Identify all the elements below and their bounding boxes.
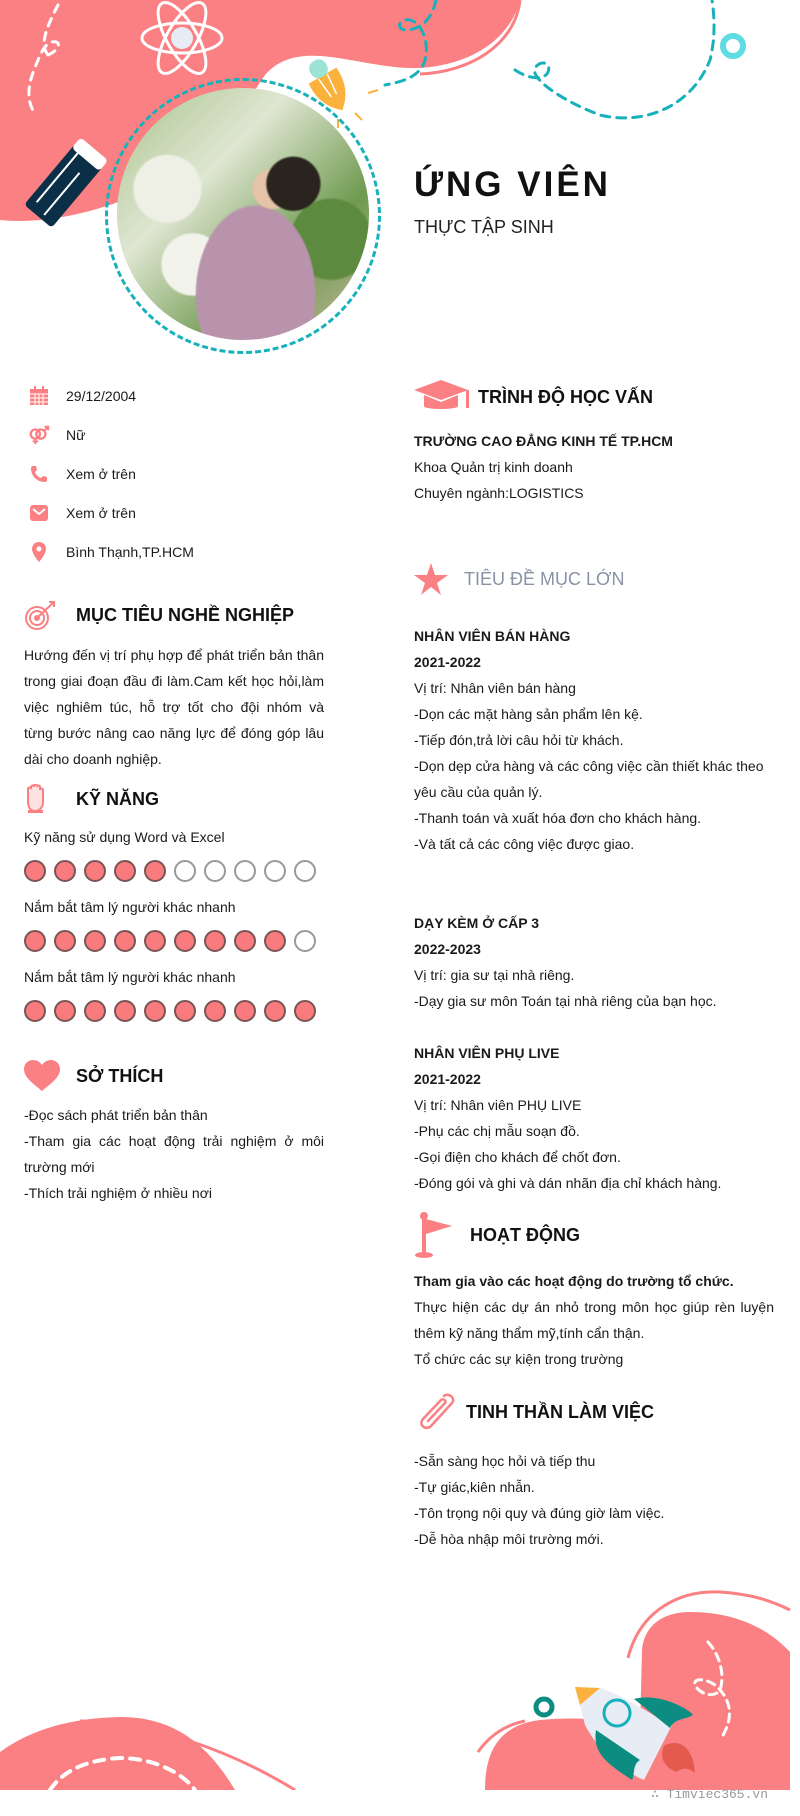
skill-label: Nắm bắt tâm lý người khác nhanh [24,899,236,915]
job-detail: Vị trí: Nhân viên PHỤ LIVE [414,1097,582,1113]
graduation-cap-icon [414,380,470,414]
watermark: ∴ Timviec365.vn [650,1787,768,1802]
job-title: NHÂN VIÊN BÁN HÀNG [414,628,571,644]
rating-dot-filled [144,860,166,882]
contact-gender: Nữ [28,424,85,446]
job-detail: -Dọn các mặt hàng sản phẩm lên kệ. [414,706,643,722]
job-detail: -Dạy gia sư môn Toán tại nhà riêng của bạn học. [414,993,717,1009]
experience-header [414,562,624,596]
hobbies-section [24,1056,324,1206]
activity-item: Tổ chức các sự kiện trong trường [414,1351,624,1367]
spirit-item: -Tự giác,kiên nhẫn. [414,1479,535,1495]
job-period: 2021-2022 [414,1071,481,1087]
profile-photo [117,88,369,340]
rating-dot-filled [54,860,76,882]
rating-dot-filled [54,930,76,952]
heart-icon [24,1060,60,1092]
candidate-role: THỰC TẬP SINH [414,217,554,237]
work-spirit-title: TINH THẦN LÀM VIỆC [466,1401,654,1422]
ring-icon [723,36,743,56]
rating-dot-filled [294,1000,316,1022]
job-detail: -Tiếp đón,trả lời câu hỏi từ khách. [414,732,624,748]
job-entry [414,910,774,1014]
hobby-item: -Tham gia các hoạt động trải nghiệm ở môi trường mới [24,1133,324,1175]
rating-dot-filled [54,1000,76,1022]
education-section [414,380,774,506]
star-icon [414,563,448,595]
work-spirit-section [414,1390,774,1552]
gender-icon [28,425,50,445]
spirit-item: -Dễ hòa nhập môi trường mới. [414,1531,604,1547]
rating-dot-filled [234,1000,256,1022]
rating-dot-filled [234,930,256,952]
rating-dot-filled [84,860,106,882]
job-title: NHÂN VIÊN PHỤ LIVE [414,1045,560,1061]
school-name: TRƯỜNG CAO ĐẲNG KINH TẾ TP.HCM [414,433,673,449]
target-icon [24,599,56,631]
activity-item: Thực hiện các dự án nhỏ trong môn học giúp rèn luyện thêm kỹ năng thẩm mỹ,tính cẩn thận. [414,1299,774,1341]
objective-title: MỤC TIÊU NGHỀ NGHIỆP [76,604,295,625]
skill-rating [24,1000,324,1022]
contact-birthdate: 29/12/2004 [28,385,136,407]
email-icon [28,503,50,523]
rating-dot-filled [144,930,166,952]
paperclip-icon [414,1392,458,1432]
job-detail: Vị trí: Nhân viên bán hàng [414,680,576,696]
rating-dot-empty [294,930,316,952]
rating-dot-filled [144,1000,166,1022]
flag-icon [414,1212,458,1258]
skill-label: Nắm bắt tâm lý người khác nhanh [24,969,236,985]
skill-rating [24,860,324,882]
contact-address: Bình Thạnh,TP.HCM [28,541,194,563]
hand-icon [24,784,56,814]
objective-section [24,598,324,772]
contact-email: Xem ở trên [28,502,136,524]
rating-dot-filled [204,930,226,952]
rating-dot-filled [84,930,106,952]
hobbies-title: SỞ THÍCH [76,1065,164,1086]
rating-dot-filled [84,1000,106,1022]
rating-dot-empty [204,860,226,882]
skill-rating [24,930,324,952]
candidate-name: ỨNG VIÊN [414,165,611,204]
hobby-item: -Thích trải nghiệm ở nhiều nơi [24,1185,213,1201]
rating-dot-filled [204,1000,226,1022]
job-entry [414,623,774,857]
rating-dot-empty [234,860,256,882]
phone-icon [28,464,50,484]
rating-dot-filled [264,1000,286,1022]
activities-section [414,1212,774,1372]
rating-dot-filled [264,930,286,952]
faculty: Khoa Quản trị kinh doanh [414,459,573,475]
objective-text: Hướng đến vị trí phụ hợp để phát triển bản thân trong giai đoạn đầu đi làm.Cam kết học hỏi,làm việc nghiêm túc, hỗ trợ tốt cho đội nhóm và từng bước nâng cao năng lực để đóng góp lâu dài cho doanh nghiệp. [24,647,324,767]
job-detail: -Phụ các chị mẫu soạn đồ. [414,1123,580,1139]
activities-title: HOẠT ĐỘNG [470,1224,580,1245]
spirit-item: -Tôn trọng nội quy và đúng giờ làm việc. [414,1505,665,1521]
rating-dot-filled [24,930,46,952]
location-pin-icon [28,542,50,562]
education-title: TRÌNH ĐỘ HỌC VẤN [478,386,653,407]
job-detail: -Thanh toán và xuất hóa đơn cho khách hàng. [414,810,702,826]
rating-dot-filled [114,860,136,882]
rating-dot-filled [24,860,46,882]
rating-dot-empty [264,860,286,882]
rating-dot-filled [174,1000,196,1022]
job-detail: -Gọi điện cho khách để chốt đơn. [414,1149,621,1165]
job-period: 2022-2023 [414,941,481,957]
job-detail: -Đóng gói và ghi và dán nhãn địa chỉ khách hàng. [414,1175,722,1191]
rating-dot-filled [114,1000,136,1022]
job-detail: -Dọn dẹp cửa hàng và các công việc cần thiết khác theo yêu cầu của quản lý. [414,758,764,800]
major: Chuyên ngành:LOGISTICS [414,485,584,501]
job-detail: -Và tất cả các công việc được giao. [414,836,635,852]
contact-phone: Xem ở trên [28,463,136,485]
footer-decoration [0,1580,800,1790]
hobby-item: -Đọc sách phát triển bản thân [24,1107,208,1123]
skills-title: KỸ NĂNG [76,788,160,809]
rating-dot-filled [174,930,196,952]
spirit-item: -Sẵn sàng học hỏi và tiếp thu [414,1453,596,1469]
experience-title: TIÊU ĐỀ MỤC LỚN [464,568,625,589]
job-entry [414,1040,774,1196]
job-title: DẠY KÈM Ở CẤP 3 [414,915,540,931]
job-period: 2021-2022 [414,654,481,670]
calendar-icon [28,386,50,406]
rating-dot-filled [114,930,136,952]
activity-headline: Tham gia vào các hoạt động do trường tổ chức. [414,1273,734,1289]
rating-dot-filled [24,1000,46,1022]
rating-dot-empty [174,860,196,882]
rating-dot-empty [294,860,316,882]
skill-label: Kỹ năng sử dụng Word và Excel [24,829,225,845]
job-detail: Vị trí: gia sư tại nhà riêng. [414,967,575,983]
skills-section [24,782,324,1022]
